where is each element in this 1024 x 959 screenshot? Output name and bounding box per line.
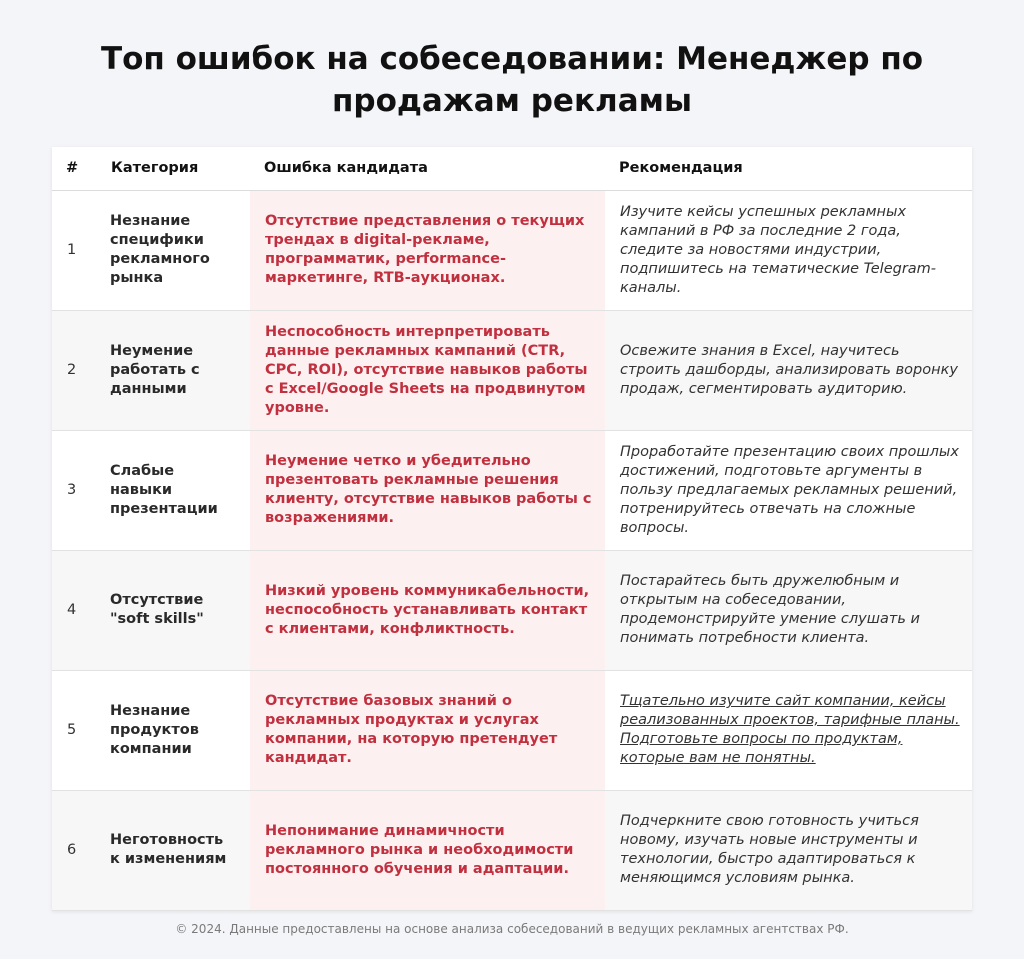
table-row xyxy=(52,550,972,670)
row-error: Неумение четко и убедительно презентовать рекламные решения клиенту, отсутствие навыков работы с возражениями. xyxy=(250,430,605,550)
row-recommendation: Изучите кейсы успешных рекламных кампаний в РФ за последние 2 года, следите за новостями индустрии, подпишитесь на тематические Telegram-каналы. xyxy=(605,190,972,310)
row-recommendation xyxy=(605,670,972,790)
footer-note: © 2024. Данные предоставлены на основе анализа собеседований в ведущих рекламных агентствах РФ. xyxy=(175,922,849,936)
row-recommendation-text: Тщательно изучите сайт компании, кейсы реализованных проектов, тарифные планы. Подготовьте вопросы по продуктам, которые вам не понятны. xyxy=(620,693,960,766)
row-error: Отсутствие базовых знаний о рекламных продуктах и услугах компании, на которую претендует кандидат. xyxy=(250,670,605,790)
row-recommendation: Проработайте презентацию своих прошлых достижений, подготовьте аргументы в пользу предлагаемых рекламных решений, потренируйтесь отвечать на сложные вопросы. xyxy=(605,430,972,550)
column-header-category: Категория xyxy=(97,147,250,190)
row-number: 4 xyxy=(52,550,97,670)
row-category: Неготовность к изменениям xyxy=(97,790,250,910)
row-error: Непонимание динамичности рекламного рынка и необходимости постоянного обучения и адаптации. xyxy=(250,790,605,910)
errors-table xyxy=(52,147,972,911)
row-category: Незнание продуктов компании xyxy=(97,670,250,790)
row-category: Слабые навыки презентации xyxy=(97,430,250,550)
table-header-row xyxy=(52,147,972,190)
table-row xyxy=(52,190,972,310)
errors-table-card xyxy=(52,147,972,911)
row-number: 2 xyxy=(52,310,97,430)
row-category: Неумение работать с данными xyxy=(97,310,250,430)
row-error: Неспособность интерпретировать данные рекламных кампаний (CTR, CPC, ROI), отсутствие навыков работы с Excel/Google Sheets на продвинутом уровне. xyxy=(250,310,605,430)
page-title: Топ ошибок на собеседовании: Менеджер по продажам рекламы xyxy=(100,41,924,119)
row-number: 3 xyxy=(52,430,97,550)
row-number: 1 xyxy=(52,190,97,310)
table-header xyxy=(52,147,972,190)
row-recommendation: Подчеркните свою готовность учиться новому, изучать новые инструменты и технологии, быстро адаптироваться к меняющимся условиям рынка. xyxy=(605,790,972,910)
row-recommendation: Освежите знания в Excel, научитесь строить дашборды, анализировать воронку продаж, сегментировать аудиторию. xyxy=(605,310,972,430)
table-row xyxy=(52,790,972,910)
column-header-num: # xyxy=(52,147,97,190)
row-category: Отсутствие "soft skills" xyxy=(97,550,250,670)
row-recommendation: Постарайтесь быть дружелюбным и открытым на собеседовании, продемонстрируйте умение слушать и понимать потребности клиента. xyxy=(605,550,972,670)
row-number: 6 xyxy=(52,790,97,910)
table-row xyxy=(52,670,972,790)
row-error: Низкий уровень коммуникабельности, неспособность устанавливать контакт с клиентами, конфликтность. xyxy=(250,550,605,670)
column-header-recommendation: Рекомендация xyxy=(605,147,972,190)
row-category: Незнание специфики рекламного рынка xyxy=(97,190,250,310)
table-row xyxy=(52,430,972,550)
table-body xyxy=(52,190,972,910)
column-header-error: Ошибка кандидата xyxy=(250,147,605,190)
row-number: 5 xyxy=(52,670,97,790)
table-row xyxy=(52,310,972,430)
row-error: Отсутствие представления о текущих трендах в digital-рекламе, программатик, performance-маркетинге, RTB-аукционах. xyxy=(250,190,605,310)
